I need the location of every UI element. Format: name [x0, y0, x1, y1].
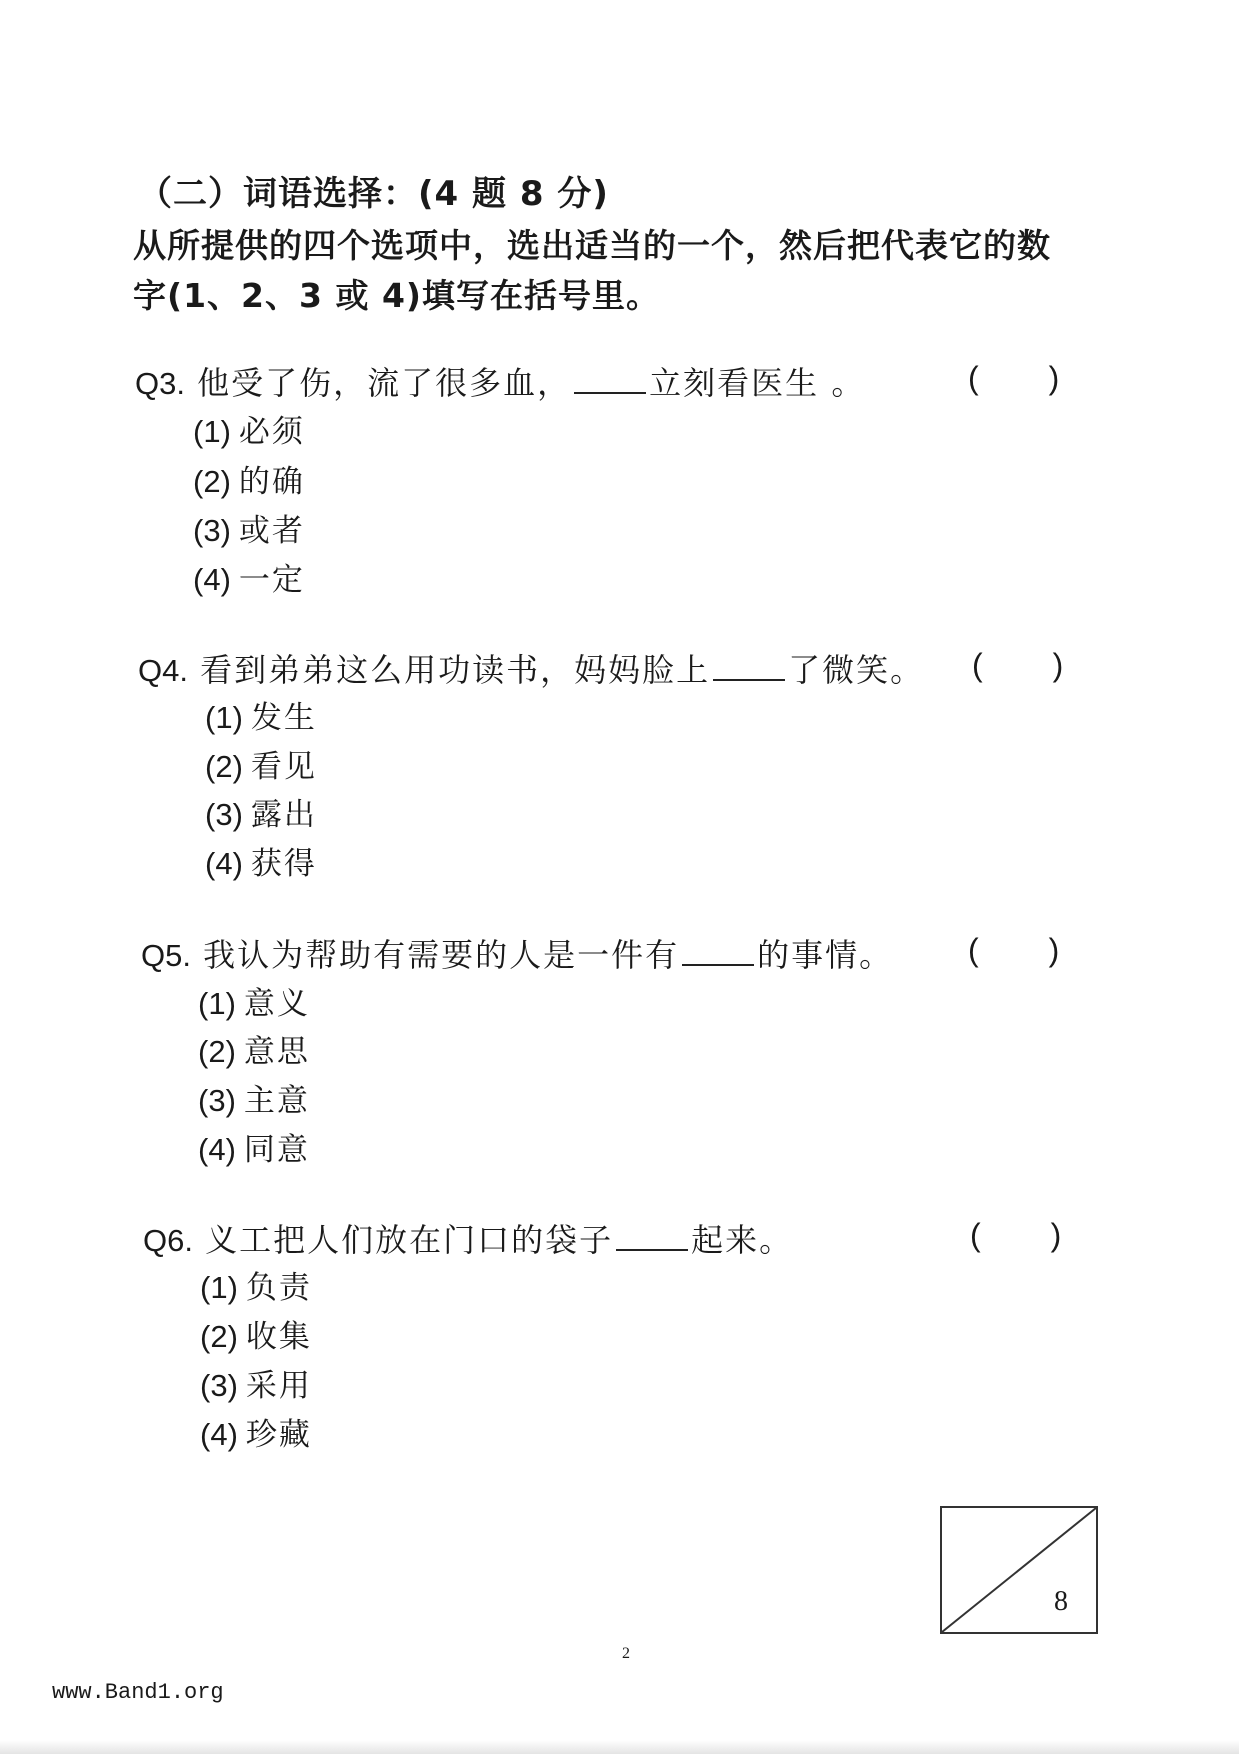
- answer-blank: [616, 1225, 688, 1251]
- question-number: Q3.: [135, 366, 185, 401]
- answer-parentheses[interactable]: ( ): [968, 360, 1060, 396]
- option-1: (1) 发生: [205, 700, 317, 736]
- option-2: (2) 的确: [193, 464, 305, 500]
- stem-text-after: 立刻看医生 。: [649, 364, 866, 402]
- stem-text-before: 我认为帮助有需要的人是一件有: [203, 936, 680, 974]
- option-3: (3) 主意: [198, 1083, 310, 1119]
- stem-text-before: 看到弟弟这么用功读书，妈妈脸上: [200, 651, 711, 689]
- question-stem: [138, 645, 924, 691]
- option-2: (2) 意思: [198, 1034, 310, 1070]
- question-stem: [135, 358, 865, 404]
- stem-text-after: 起来。: [691, 1221, 794, 1259]
- stem-text-after: 的事情。: [757, 936, 894, 974]
- question-stem: [143, 1215, 793, 1261]
- page-number: 2: [622, 1645, 630, 1662]
- answer-parentheses[interactable]: ( ): [968, 932, 1060, 968]
- question-number: Q4.: [138, 653, 188, 688]
- option-1: (1) 必须: [193, 414, 305, 450]
- score-total: 8: [1054, 1586, 1068, 1617]
- footer-url: www.Band1.org: [52, 1680, 224, 1705]
- question-stem: [141, 930, 893, 976]
- option-4: (4) 同意: [198, 1132, 310, 1168]
- score-box: [940, 1506, 1098, 1634]
- instruction-line-2: 字(1、2、3 或 4)填写在括号里。: [133, 276, 660, 315]
- question-number: Q5.: [141, 938, 191, 973]
- option-4: (4) 珍藏: [200, 1417, 312, 1453]
- option-3: (3) 采用: [200, 1368, 312, 1404]
- score-box-diagonal: [942, 1508, 1096, 1632]
- answer-parentheses[interactable]: ( ): [972, 647, 1064, 683]
- scan-edge-shadow: [0, 1740, 1239, 1754]
- answer-blank: [682, 940, 754, 966]
- answer-blank: [574, 368, 646, 394]
- option-2: (2) 收集: [200, 1319, 312, 1355]
- answer-parentheses[interactable]: ( ): [970, 1217, 1062, 1253]
- option-3: (3) 或者: [193, 513, 305, 549]
- answer-blank: [713, 655, 785, 681]
- stem-text-before: 义工把人们放在门口的袋子: [205, 1221, 614, 1259]
- option-3: (3) 露出: [205, 797, 317, 833]
- option-1: (1) 意义: [198, 986, 310, 1022]
- stem-text-before: 他受了伤，流了很多血，: [197, 364, 572, 402]
- instruction-line-1: 从所提供的四个选项中，选出适当的一个，然后把代表它的数: [133, 226, 1051, 265]
- option-4: (4) 一定: [193, 562, 305, 598]
- question-number: Q6.: [143, 1223, 193, 1258]
- option-2: (2) 看见: [205, 749, 317, 785]
- option-1: (1) 负责: [200, 1270, 312, 1306]
- stem-text-after: 了微笑。: [788, 651, 925, 689]
- section-title: （二）词语选择：(4 题 8 分): [138, 174, 609, 214]
- option-4: (4) 获得: [205, 846, 317, 882]
